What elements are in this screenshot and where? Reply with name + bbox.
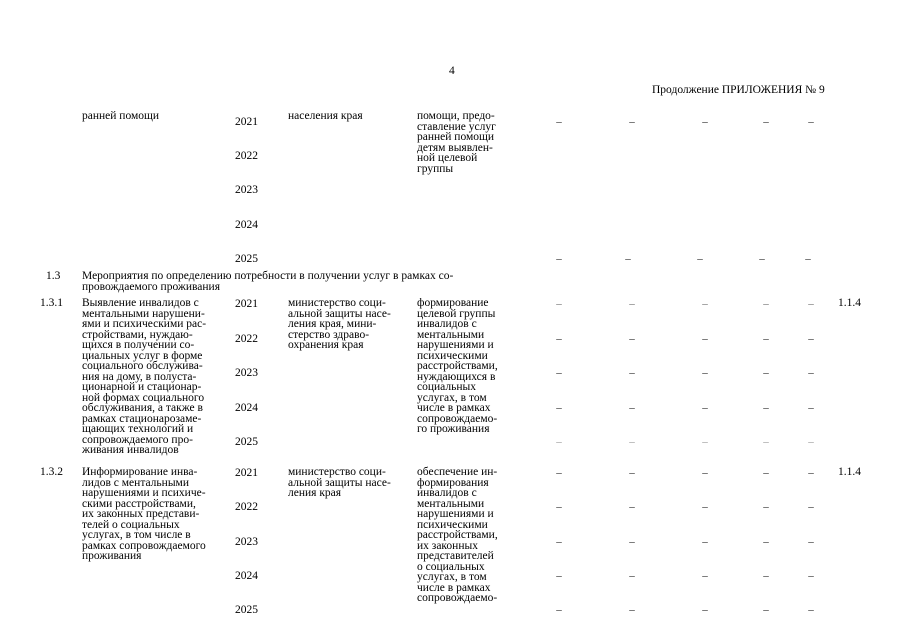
dash: – [556,333,562,345]
dash: – [763,467,769,479]
dash: – [763,604,769,616]
year: 2023 [235,184,258,196]
dash: – [556,536,562,548]
row-132-result: обеспечение ин- формирования инвалидов с ментальными нарушениями и психическими расстройствами, их законных представителей о социальных услугах, в том числе в рамках сопровождаемо- [417,466,498,604]
year: 2021 [235,467,258,479]
block0-result: помощи, предо- ставление услуг ранней помощи детям выявлен- ной целевой группы [417,110,496,175]
year: 2025 [235,604,258,616]
dash: – [808,436,814,448]
dash: – [808,402,814,414]
dash: – [629,536,635,548]
dash: – [808,298,814,310]
row-131-result: формирование целевой группы инвалидов с ментальными нарушениями и психическими расстройствами, нуждающихся в социальных услугах, в том числе в рамках сопровождаемо- го проживания [417,297,498,435]
dash: – [808,367,814,379]
dash: – [629,367,635,379]
dash: – [629,501,635,513]
dash: – [629,116,635,128]
dash: – [702,501,708,513]
dash: – [556,570,562,582]
dash: – [763,570,769,582]
row-131-name: Выявление инвалидов с ментальными нарушени- ями и психическими рас- стройствами, нуждаю- щихся в получении со- циальных услуг в форме социального обслужива- ния на дому, в полуста- ционарной и стационар- ной формах социального обслуживания, а также в рамках стационарозаме- щающих технологий и сопровождаемого про- живания инвалидов [82,297,207,456]
row-132-number: 1.3.2 [40,466,63,478]
dash: – [808,501,814,513]
dash: – [556,116,562,128]
dash: – [556,604,562,616]
dash: – [702,536,708,548]
continuation-title: Продолжение ПРИЛОЖЕНИЯ № 9 [652,84,825,96]
dash: – [702,367,708,379]
dash: – [763,402,769,414]
row-131-indicator: 1.1.4 [838,297,861,309]
dash: – [702,333,708,345]
dash: – [556,402,562,414]
dash: – [629,436,635,448]
dash: – [625,253,631,265]
dash: – [556,253,562,265]
dash: – [763,367,769,379]
dash: – [702,570,708,582]
dash: – [808,570,814,582]
dash: – [763,436,769,448]
dash: – [629,570,635,582]
dash: – [629,402,635,414]
year: 2021 [235,298,258,310]
row-132-executor: министерство соци- альной защиты насе- ления края [288,466,391,499]
dash: – [629,467,635,479]
block0-executor: населения края [288,110,363,122]
dash: – [808,536,814,548]
row-132-indicator: 1.1.4 [838,466,861,478]
dash: – [702,298,708,310]
dash: – [556,467,562,479]
dash: – [763,501,769,513]
year: 2025 [235,253,258,265]
year: 2025 [235,436,258,448]
year: 2021 [235,116,258,128]
dash: – [808,333,814,345]
year: 2022 [235,150,258,162]
section-number: 1.3 [46,270,61,282]
dash: – [629,298,635,310]
year: 2024 [235,570,258,582]
dash: – [556,501,562,513]
dash: – [763,536,769,548]
dash: – [702,436,708,448]
dash: – [763,298,769,310]
year: 2022 [235,333,258,345]
dash: – [805,253,811,265]
dash: – [556,367,562,379]
dash: – [556,436,562,448]
dash: – [556,298,562,310]
dash: – [629,604,635,616]
page-number: 4 [449,65,455,77]
dash: – [808,467,814,479]
year: 2023 [235,367,258,379]
dash: – [702,467,708,479]
row-131-number: 1.3.1 [40,297,63,309]
dash: – [763,333,769,345]
year: 2024 [235,402,258,414]
block0-name: ранней помощи [82,110,160,122]
dash: – [763,116,769,128]
year: 2024 [235,219,258,231]
row-131-executor: министерство соци- альной защиты насе- ления края, мини- стерство здраво- охранения края [288,297,391,351]
section-title: Мероприятия по определению потребности в получении услуг в рамках со- провождаемого проживания [82,270,454,293]
dash: – [759,253,765,265]
dash: – [702,402,708,414]
dash: – [697,253,703,265]
row-132-name: Информирование инва- лидов с ментальными нарушениями и психиче- скими расстройствами, их законных представи- телей о социальных услугах, в том числе в рамках сопровождаемого проживания [82,466,206,562]
dash: – [808,604,814,616]
dash: – [808,116,814,128]
dash: – [702,604,708,616]
dash: – [702,116,708,128]
year: 2022 [235,501,258,513]
dash: – [629,333,635,345]
year: 2023 [235,536,258,548]
